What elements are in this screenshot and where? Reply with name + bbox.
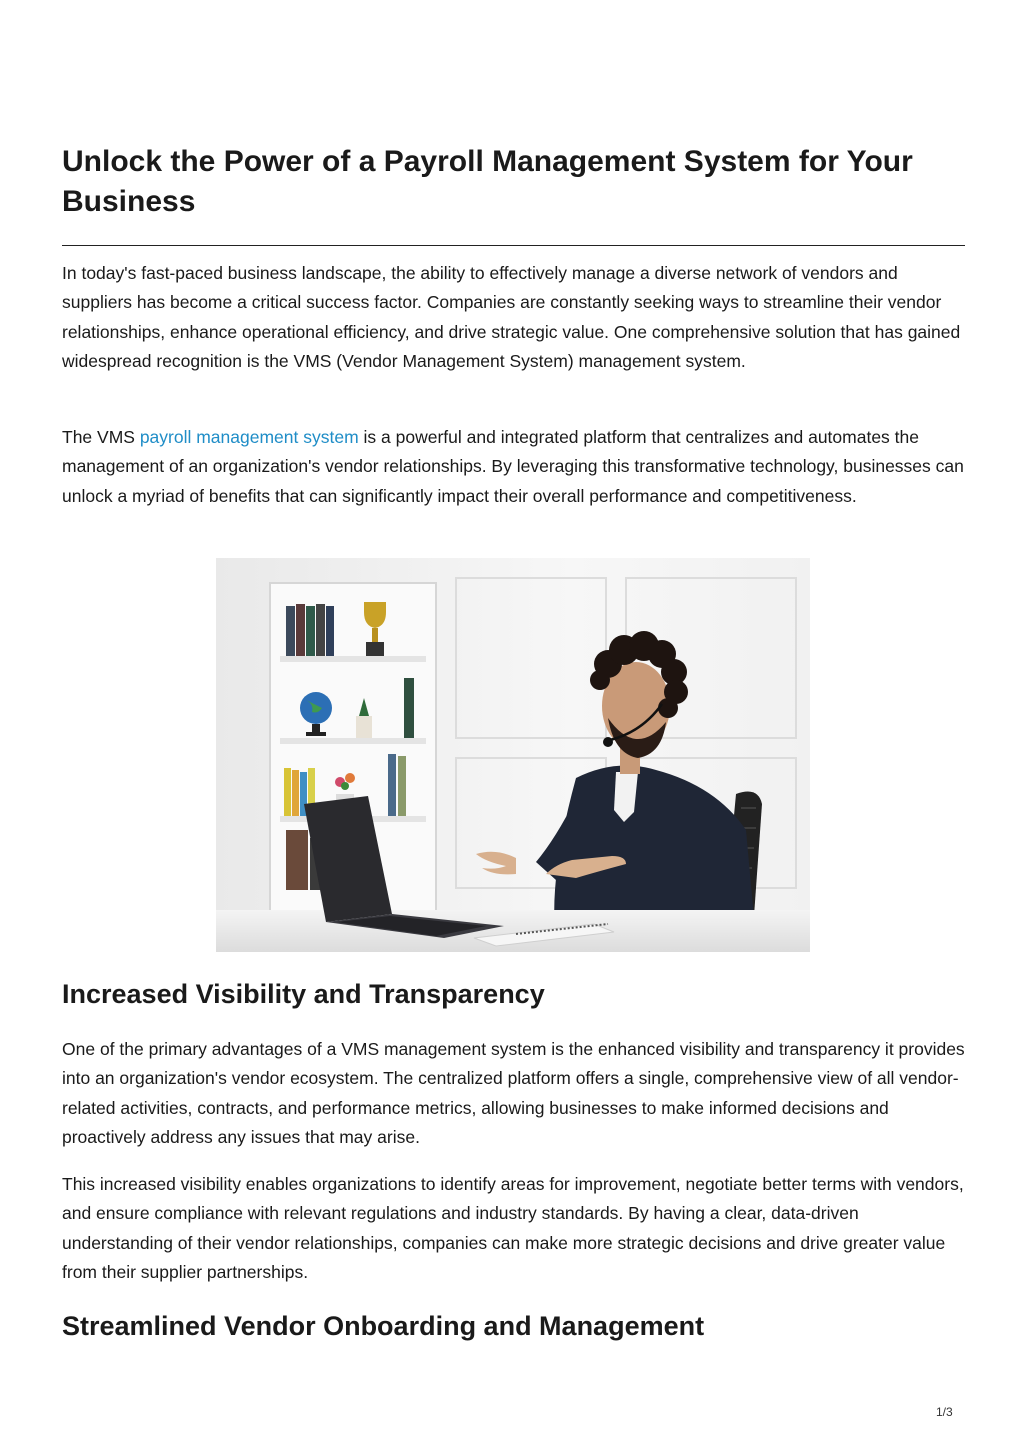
section-heading-onboarding: Streamlined Vendor Onboarding and Management (62, 1311, 705, 1341)
desk (216, 910, 810, 952)
section-heading-visibility: Increased Visibility and Transparency (62, 979, 545, 1009)
section-visibility-paragraph-1: One of the primary advantages of a VMS management system is the enhanced visibility and transparency it provides into an organization's vendor ecosystem. The centralized platform offers a single, comprehensive view of all vendor-related activities, contracts, and performance metrics, allowing businesses to make informed decisions and proactively address any issues that may arise. (62, 1039, 965, 1147)
title-divider (62, 245, 965, 246)
second-paragraph (62, 423, 965, 511)
payroll-management-system-link[interactable]: payroll management system (139, 427, 359, 447)
second-paragraph-text-start: The VMS (62, 427, 140, 447)
office-photo (216, 558, 810, 952)
intro-paragraph: In today's fast-paced business landscape, the ability to effectively manage a diverse network of vendors and suppliers has become a critical success factor. Companies are constantly seeking ways to streamline their vendor relationships, enhance operational efficiency, and drive strategic value. One comprehensive solution that has gained widespread recognition is the VMS (Vendor Management System) management system. (62, 263, 961, 371)
page-number: 1/3 (936, 1405, 953, 1419)
second-paragraph-text-end: is a powerful and integrated platform that centralizes and automates the management of an organization's vendor relationships. By leveraging this transformative technology, businesses can unlock a myriad of benefits that can significantly impact their overall performance and competitiveness. (62, 427, 964, 506)
section-visibility-paragraph-2: This increased visibility enables organizations to identify areas for improvement, negotiate better terms with vendors, and ensure compliance with relevant regulations and industry standards. By having a clear, data-driven understanding of their vendor relationships, companies can make more strategic decisions and drive greater value from their supplier partnerships. (62, 1174, 964, 1282)
page-title: Unlock the Power of a Payroll Management System for Your Business (62, 145, 913, 218)
